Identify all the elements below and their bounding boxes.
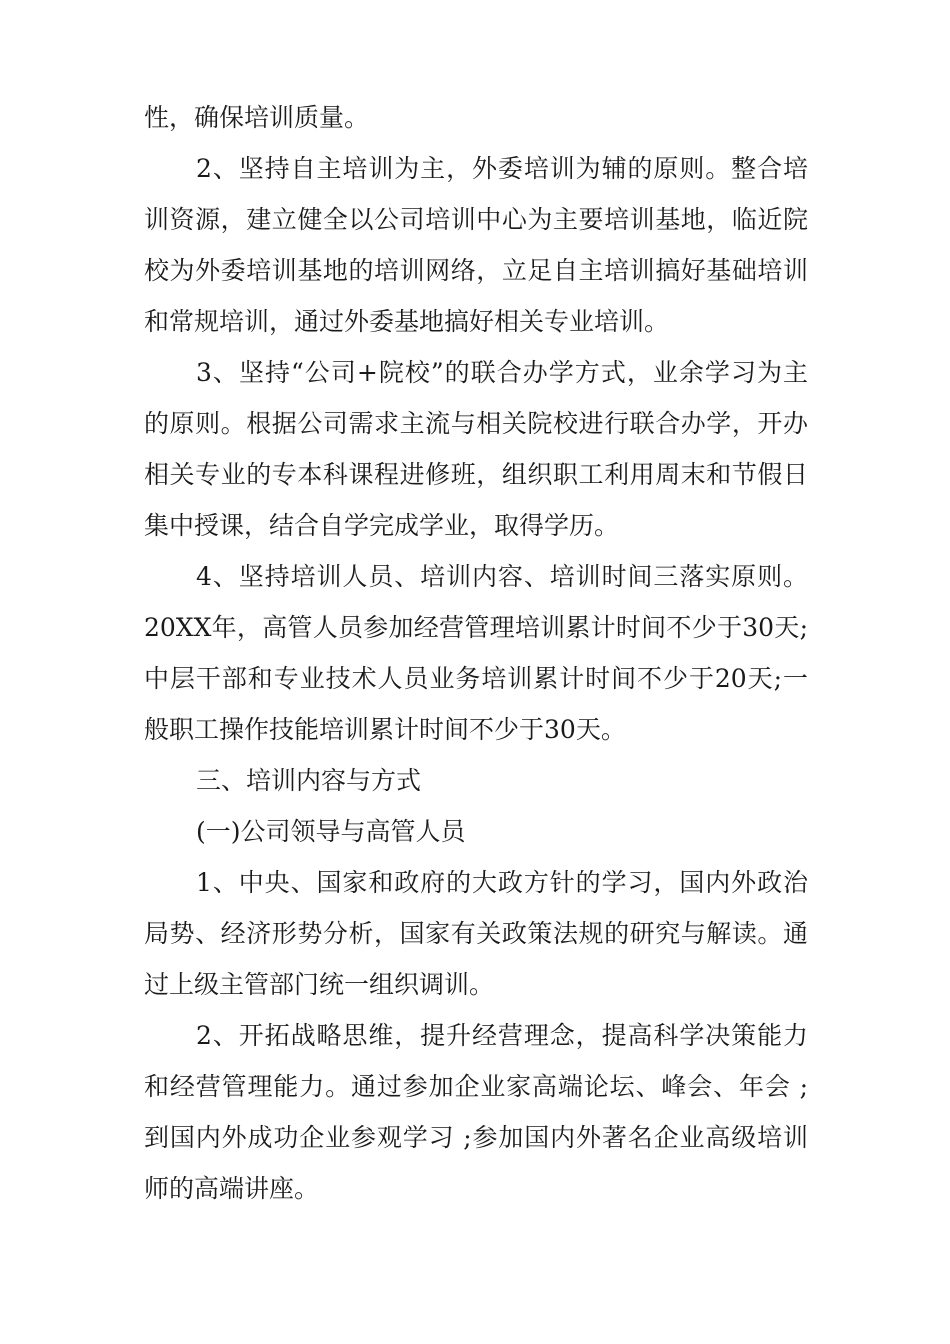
paragraph-content-1: 1、中央、国家和政府的大政方针的学习，国内外政治局势、经济形势分析，国家有关政策法规的研究与解读。通过上级主管部门统一组织调训。 [144,868,808,999]
paragraph-principle-4: 4、坚持培训人员、培训内容、培训时间三落实原则。20XX年，高管人员参加经营管理培训累计时间不少于30天;中层干部和专业技术人员业务培训累计时间不少于20天;一般职工操作技能培训累计时间不少于30天。 [144,562,808,744]
paragraph-principle-3: 3、坚持“公司+院校”的联合办学方式，业余学习为主的原则。根据公司需求主流与相关院校进行联合办学，开办相关专业的专本科课程进修班，组织职工利用周末和节假日集中授课，结合自学完成学业，取得学历。 [144,358,808,540]
document-body [144,92,808,1214]
section-heading-training-content: 三、培训内容与方式 [196,766,422,795]
paragraph-content-2: 2、开拓战略思维，提升经营理念，提高科学决策能力和经营管理能力。通过参加企业家高端论坛、峰会、年会 ;到国内外成功企业参观学习 ;参加国内外著名企业高级培训师的高端讲座。 [144,1021,808,1203]
subsection-heading-leadership: (一)公司领导与高管人员 [196,817,466,846]
paragraph-continuation: 性，确保培训质量。 [144,103,370,132]
paragraph-principle-2: 2、坚持自主培训为主，外委培训为辅的原则。整合培训资源，建立健全以公司培训中心为主要培训基地，临近院校为外委培训基地的培训网络，立足自主培训搞好基础培训和常规培训，通过外委基地搞好相关专业培训。 [144,154,808,336]
